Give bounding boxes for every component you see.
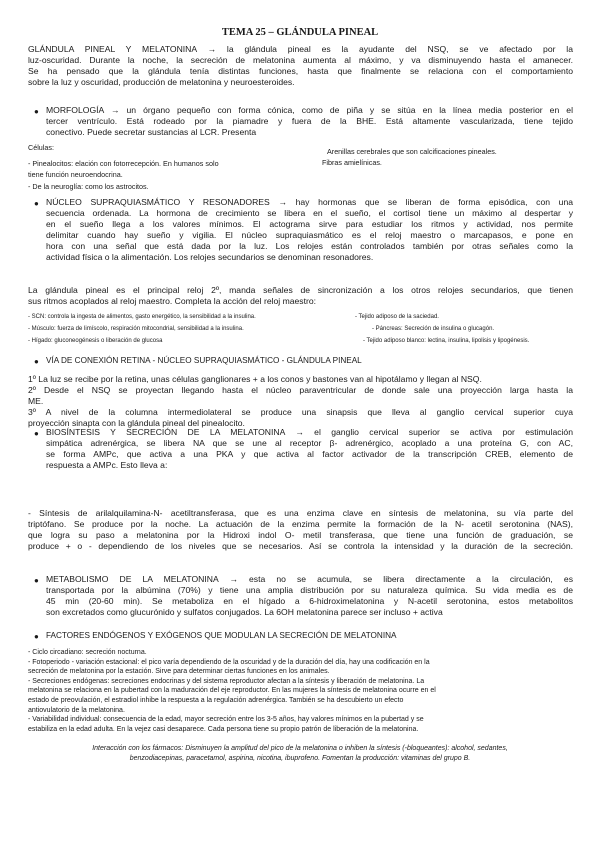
- nsq-line: en el sueño llega a los valores mínimos. El actograma sirve para estudiar los ritmos y actividad, nos permite: [46, 219, 573, 229]
- metabolismo-line: transportada por la albúmina (70%) y tiene una amplia distribución por su naturaleza química. Su vida media es de: [46, 585, 573, 595]
- nsq-line: actividad física o la alimentación. Los relojes secundarios se denominan resonadores.: [46, 252, 374, 262]
- metabolismo-paragraph: [46, 574, 573, 618]
- nsq-paragraph: [46, 197, 573, 263]
- accion-right: - Tejido adiposo blanco: lectina, insulina, lipolisis y lipogénesis.: [363, 338, 530, 344]
- nsq-line: hora con una señal que está dada por la luz. Los relojes están controlados también por otras señales como la: [46, 241, 573, 251]
- morfologia-paragraph: [46, 105, 573, 138]
- relojes-line: La glándula pineal es el principal reloj 2º, manda señales de sincronización a los otros relojes secundarios, que tienen: [28, 285, 573, 295]
- via-step: 2º Desde el NSQ se proyectan llegando hasta el núcleo paraventricular de donde sale una proyección larga hasta la: [28, 385, 573, 395]
- nsq-line: NÚCLEO SUPRAQUIASMÁTICO Y RESONADORES → hay hormonas que se liberan de forma episódica, con una: [46, 197, 573, 207]
- factor-line: estabiliza en la edad adulta. En la vejez casi desaparece. Cada persona tiene su propio patrón de liberación de la melatonina.: [28, 725, 419, 733]
- biosintesis-line: respuesta a AMPc. Esto lleva a:: [46, 460, 168, 470]
- accion-right: - Páncreas: Secreción de insulina o glucagón.: [372, 326, 495, 332]
- intro-paragraph: [28, 44, 573, 88]
- sintesis-line: que logra su paso a melatonina por la Hidroxi indol O- metil transferasa, que tiene una función de graduación, se: [28, 530, 573, 540]
- via-heading: VÍA DE CONEXIÓN RETINA - NÚCLEO SUPRAQUIASMÁTICO - GLÁNDULA PINEAL: [46, 356, 362, 365]
- bullet-icon: ●: [34, 429, 39, 438]
- farmacos-line: Interacción con los fármacos: Disminuyen la amplitud del pico de la melatonina o inhiben la síntesis (-bloqueantes): alcohol, sedantes,: [92, 745, 508, 752]
- page-title: TEMA 25 – GLÁNDULA PINEAL: [221, 27, 379, 38]
- via-step: 1º La luz se recibe por la retina, unas células ganglionares + a los conos y bastones van al hipotálamo y llegan al NSQ.: [28, 374, 482, 384]
- biosintesis-paragraph: [46, 427, 573, 471]
- factor-line: - Fotoperiodo - variación estacional: el pico varía dependiendo de la oscuridad y de la duración del día, hay una codificación en la: [28, 658, 430, 666]
- factor-line: - Variabilidad individual: consecuencia de la edad, mayor secreción entre los 3-5 años, hay valores mínimos en la pubertad y se: [28, 716, 424, 724]
- via-steps: [28, 374, 573, 429]
- bullet-icon: ●: [34, 576, 39, 585]
- sintesis-paragraph: [28, 508, 573, 552]
- nsq-line: delimitar cuando hay sueño y vigilia. El núcleo supraquiasmático es el reloj maestro o marcapasos, e pone en: [46, 230, 573, 240]
- via-step: 3º A nivel de la columna intermediolateral se produce una sinapsis que lleva al ganglio cervical superior cuya: [28, 407, 573, 417]
- celulas-label: Células:: [28, 143, 54, 152]
- factor-line: estado de preovulación, el estradiol inhibe la respuesta a la regulación adrenérgica. También se ha descubierto un efecto: [28, 696, 404, 704]
- bullet-icon: ●: [34, 632, 39, 641]
- morfologia-line: conectivo. Puede secretar sustancias al LCR. Presenta: [46, 127, 257, 137]
- via-step: proyección sinapta con la glándula pineal del pinealocito.: [28, 418, 245, 428]
- neuroglia-text: - De la neuroglía: como los astrocitos.: [28, 182, 149, 191]
- accion-right: - Tejido adiposo de la saciedad.: [355, 314, 439, 320]
- metabolismo-line: METABOLISMO DE LA MELATONINA → esta no se acumula, se libera directamente a la circulación, es: [46, 574, 573, 584]
- sintesis-line: produce + o - dependiendo de los niveles que se necesarios. Así se controla la intensidad y la duración de la secreción.: [28, 541, 573, 551]
- intro-line: sobre la luz y oscuridad, producción de melatonina y neuroesteroides.: [28, 77, 295, 87]
- factor-line: melatonina se relaciona en la pubertad con la maduración del eje reproductor. En las mujeres la síntesis de melatonina ocurre en el: [28, 687, 436, 695]
- pinealocitos-text-cont: tiene función neuroendocrina.: [28, 170, 123, 179]
- factor-line: - Secreciones endógenas: secreciones endocrinas y del sistema reproductor afectan a la síntesis y liberación de melatonina. La: [28, 677, 425, 685]
- factores-list: [28, 648, 573, 734]
- sintesis-line: triptófano. Se produce por la noche. La actuación de la enzima permite la formación de la N- acetil serotonina (NAS),: [28, 519, 573, 529]
- accion-left: - Músculo: fuerza de limíscolo, respiración mitocondrial, sensibilidad a la insulina.: [28, 326, 244, 332]
- factor-line: - Ciclo circadiano: secreción nocturna.: [28, 649, 147, 656]
- factor-line: antiovulatorio de la melatonina.: [28, 706, 125, 714]
- relojes-paragraph: [28, 285, 573, 307]
- accion-left: - Hígado: gluconeogénesis o liberación de glucosa: [28, 338, 163, 344]
- arenillas-text: Arenillas cerebrales que son calcificaciones pineales.: [327, 147, 497, 156]
- bullet-icon: ●: [34, 357, 39, 366]
- morfologia-line: tercer ventrículo. Está rodeado por la piamadre y fuera de la BHE. Está altamente vascularizada, tiene tejido: [46, 116, 573, 126]
- relojes-line: sus ritmos acoplados al reloj maestro. Completa la acción del reloj maestro:: [28, 296, 317, 306]
- farmacos-line: benzodiacepinas, paracetamol, aspirina, nicotina, ibuprofeno. Fomentan la producción: vitaminas del grupo B.: [129, 755, 471, 762]
- biosintesis-line: se forma AMPc, que activa a una PKA y que activa al factor activador de la transcripción CREB, elemento de: [46, 449, 573, 459]
- factores-heading: FACTORES ENDÓGENOS Y EXÓGENOS QUE MODULAN LA SECRECIÓN DE MELATONINA: [46, 631, 397, 640]
- accion-left: - SCN: controla la ingesta de alimentos, gasto energético, la sensibilidad a la insulina.: [28, 314, 256, 320]
- factor-line: secreción de melatonina por la estación. Sirve para determinar ciertas funciones en los animales.: [28, 668, 330, 676]
- pinealocitos-text: - Pinealocitos: elación con fotorrecepción. En humanos solo: [28, 159, 219, 168]
- intro-line: GLÁNDULA PINEAL Y MELATONINA → la glándula pineal es la ayudante del NSQ, se ve afectado por la: [28, 44, 573, 54]
- via-step: ME.: [28, 396, 44, 406]
- metabolismo-line: 45 min (20-60 min). Se metaboliza en el hígado a 6-hidroximelatonina y N-acetil serotonina, estos metabolitos: [46, 596, 573, 606]
- biosintesis-line: BIOSÍNTESIS Y SECRECIÓN DE LA MELATONINA → el ganglio cervical superior se activa por estimulación: [46, 427, 573, 437]
- bullet-icon: ●: [34, 199, 39, 208]
- intro-line: Se ha pensado que la glándula tenía distintas funciones, hasta que finalmente se relaciona con el comportamiento: [28, 66, 573, 76]
- fibras-text: Fibras amielínicas.: [322, 158, 382, 167]
- morfologia-line: MORFOLOGÍA → un órgano pequeño con forma cónica, como de piña y se sitúa en la línea media posterior en el: [46, 105, 573, 115]
- sintesis-line: - Síntesis de arilalquilamina-N- acetiltransferasa, que es una enzima clave en síntesis de melatonina, su vía parte del: [28, 508, 573, 518]
- metabolismo-line: son excretados como glucurónido y sulfatos conjugados. La 6OH melatonina parece ser incluso + activa: [46, 607, 443, 617]
- intro-line: luz-oscuridad. Durante la noche, la secreción de melatonina aumenta al máximo, y va disminuyendo hasta el amanecer.: [28, 55, 573, 65]
- nsq-line: secuencia ordenada. La hormona de crecimiento se libera en el sueño, el cortisol tiene un máximo al despertar y: [46, 208, 573, 218]
- bullet-icon: ●: [34, 107, 39, 116]
- biosintesis-line: simpática adrenérgica, se libera NA que se une al receptor β- adrenérgico, acoplado a una proteína G, con AC,: [46, 438, 573, 448]
- farmacos-note: [0, 744, 600, 764]
